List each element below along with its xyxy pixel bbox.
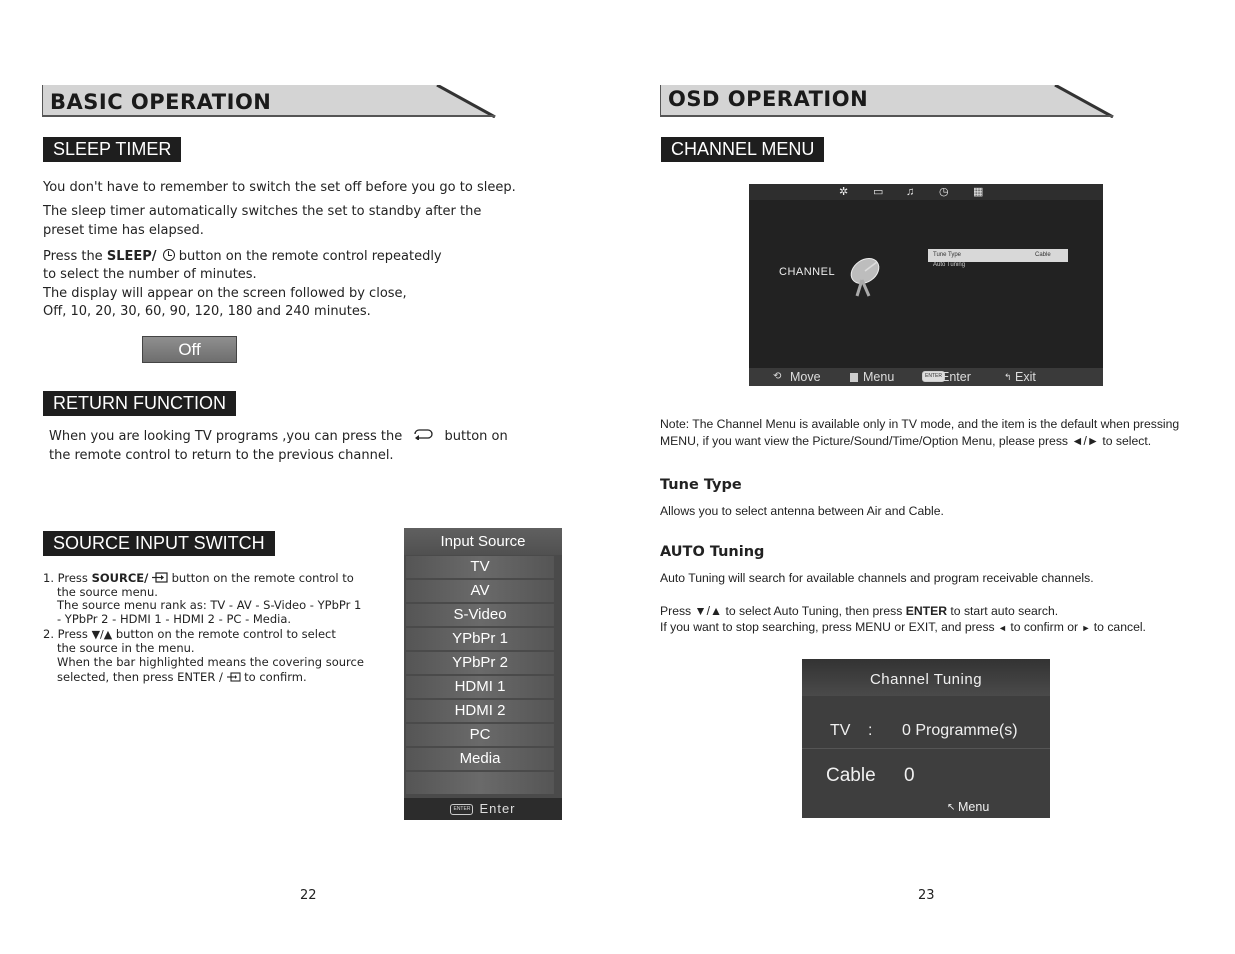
channel-menu-screen (749, 184, 1103, 386)
note2-pre: MENU, if you want view the Picture/Sound/Time/Option Menu, please press (660, 434, 1069, 448)
auto-tuning-line-2 (660, 619, 1146, 637)
sleep-paragraph-2b: preset time has elapsed. (43, 223, 204, 238)
osd-top-bar (749, 184, 1103, 200)
tune-type-title: Tune Type (660, 477, 742, 493)
input-source-item-hdmi2[interactable]: HDMI 2 (406, 700, 554, 722)
at-l1-mid: to select Auto Tuning, then press (725, 604, 903, 618)
source-s1-pre: 1. Press (43, 571, 92, 585)
source-s2-pre: 2. Press (43, 627, 88, 641)
tune-type-option[interactable] (928, 249, 1068, 262)
enter-key-icon: ENTER (922, 371, 945, 382)
basic-operation-banner (42, 85, 497, 117)
return-arrow-icon (412, 427, 434, 446)
sleep-off-display: Off (142, 336, 237, 363)
return-menu-icon: ↖ (947, 802, 956, 813)
input-source-item-tv[interactable]: TV (406, 556, 554, 578)
source-s1-post: button on the remote control to (171, 571, 354, 585)
input-source-title: Input Source (404, 528, 562, 555)
foot-move-label: Move (790, 370, 821, 384)
foot-enter-label: Enter (941, 370, 971, 384)
time-clock-icon[interactable]: ◷ (939, 186, 949, 198)
at-l2-post: to cancel. (1093, 620, 1146, 634)
channel-tuning-box (802, 659, 1050, 818)
tuning-menu-label: Menu (958, 800, 990, 814)
source-step-2b: the source in the menu. (57, 641, 195, 655)
sleep-paragraph-3a (43, 247, 442, 266)
down-up-arrow-icon: ▼/▲ (694, 604, 723, 618)
source-step-2c: When the bar highlighted means the covering source (57, 655, 364, 669)
at-l2-pre: If you want to stop searching, press MENU or EXIT, and press (660, 620, 995, 634)
move-arrows-icon: ⟲ (773, 371, 782, 382)
return-p1-post: button on (444, 429, 508, 444)
source-step-2 (43, 627, 336, 642)
tuning-divider (802, 748, 1050, 749)
channel-gear-icon[interactable]: ✲ (839, 186, 849, 198)
source-s2d-post: to confirm. (244, 670, 307, 684)
sleep-paragraph-3b: to select the number of minutes. (43, 267, 257, 282)
left-right-arrow-icon: ◄/► (1071, 434, 1099, 448)
sleep-p3-post: button on the remote control repeatedly (178, 249, 442, 264)
tune-type-desc: Allows you to select antenna between Air and Cable. (660, 504, 944, 518)
enter-arrow-icon (227, 671, 241, 685)
auto-tuning-desc: Auto Tuning will search for available channels and program receivable channels. (660, 571, 1094, 585)
input-source-item-media[interactable]: Media (406, 748, 554, 770)
page-number-left: 22 (300, 888, 317, 903)
foot-menu-label: Menu (863, 370, 895, 384)
input-source-footer-label: Enter (479, 801, 516, 816)
input-source-item-pc[interactable]: PC (406, 724, 554, 746)
channel-tuning-title: Channel Tuning (802, 659, 1050, 696)
source-button-name: SOURCE/ (91, 571, 149, 585)
input-source-item-av[interactable]: AV (406, 580, 554, 602)
source-input-switch-header: SOURCE INPUT SWITCH (43, 531, 275, 556)
at-l1-post: to start auto search. (950, 604, 1059, 618)
auto-tuning-title: AUTO Tuning (660, 544, 765, 560)
input-source-item-empty (406, 772, 554, 794)
at-l2-mid: to confirm or (1010, 620, 1079, 634)
input-source-item-ypbpr2[interactable]: YPbPr 2 (406, 652, 554, 674)
tune-type-value: Cable (1035, 252, 1051, 258)
right-triangle-icon: ► (1081, 623, 1091, 633)
input-source-item-hdmi1[interactable]: HDMI 1 (406, 676, 554, 698)
input-source-item-ypbpr1[interactable]: YPbPr 1 (406, 628, 554, 650)
option-grid-icon[interactable]: ▦ (973, 186, 984, 198)
at-l1-bold: ENTER (905, 604, 947, 618)
tuning-colon: : (868, 722, 873, 739)
page-number-right: 23 (918, 888, 935, 903)
source-step-1d: - YPbPr 2 - HDMI 1 - HDMI 2 - PC - Media. (57, 612, 292, 626)
tuning-tv-label: TV (830, 722, 851, 739)
sleep-p3-pre: Press the (43, 249, 107, 264)
tuning-cable-label: Cable (826, 765, 876, 786)
note2-post: to select. (1102, 434, 1152, 448)
channel-screen-label: CHANNEL (779, 266, 836, 278)
osd-operation-banner (660, 85, 1115, 117)
auto-tuning-option[interactable]: Auto Tuning (933, 262, 966, 268)
input-source-menu (404, 528, 562, 820)
enter-key-icon: ENTER (450, 804, 473, 815)
banner-title: OSD OPERATION (668, 87, 869, 111)
picture-monitor-icon[interactable]: ▭ (873, 186, 884, 198)
osd-bottom-bar (749, 368, 1103, 386)
tuning-tv-value: 0 Programme(s) (902, 722, 1018, 739)
banner-title: BASIC OPERATION (50, 90, 272, 114)
input-source-item-svideo[interactable]: S-Video (406, 604, 554, 626)
return-p1-pre: When you are looking TV programs ,you can press the (49, 429, 403, 444)
sleep-timer-header: SLEEP TIMER (43, 137, 181, 162)
auto-tuning-line-1 (660, 603, 1058, 620)
input-source-footer (404, 798, 562, 820)
exit-return-icon: ↰ (1004, 372, 1012, 382)
satellite-dish-icon (847, 254, 887, 303)
sleep-paragraph-3c: The display will appear on the screen followed by close, (43, 286, 407, 301)
source-step-1c: The source menu rank as: TV - AV - S-Video - YPbPr 1 (57, 598, 362, 612)
source-input-icon (152, 572, 168, 586)
sleep-paragraph-3d: Off, 10, 20, 30, 60, 90, 120, 180 and 240 minutes. (43, 304, 371, 319)
note-line-1: Note: The Channel Menu is available only in TV mode, and the item is the default when pressing (660, 417, 1180, 431)
foot-exit-label: Exit (1015, 370, 1036, 384)
source-s2d-text: selected, then press ENTER / (57, 670, 223, 684)
left-triangle-icon: ◄ (998, 623, 1007, 633)
source-step-1b: the source menu. (57, 585, 158, 599)
note-line-2 (660, 433, 1151, 450)
return-paragraph-2: the remote control to return to the previous channel. (49, 448, 394, 463)
sleep-paragraph-1: You don't have to remember to switch the set off before you go to sleep. (43, 180, 516, 195)
down-up-arrow-icon: ▼/▲ (91, 628, 113, 641)
menu-key-icon (850, 373, 858, 382)
return-function-header: RETURN FUNCTION (43, 391, 236, 416)
at-l1-pre: Press (660, 604, 692, 618)
source-s2-post: button on the remote control to select (115, 627, 336, 641)
sound-note-icon[interactable]: ♫ (906, 186, 915, 198)
sleep-button-name: SLEEP/ (106, 249, 157, 264)
tuning-cable-value: 0 (904, 765, 915, 786)
source-step-1 (43, 571, 354, 586)
return-paragraph-1 (49, 427, 508, 446)
sleep-clock-icon (163, 249, 175, 261)
channel-menu-header: CHANNEL MENU (661, 137, 824, 162)
tune-type-label: Tune Type (933, 252, 962, 258)
sleep-paragraph-2a: The sleep timer automatically switches the set to standby after the (43, 204, 482, 219)
source-step-2d (57, 670, 307, 685)
